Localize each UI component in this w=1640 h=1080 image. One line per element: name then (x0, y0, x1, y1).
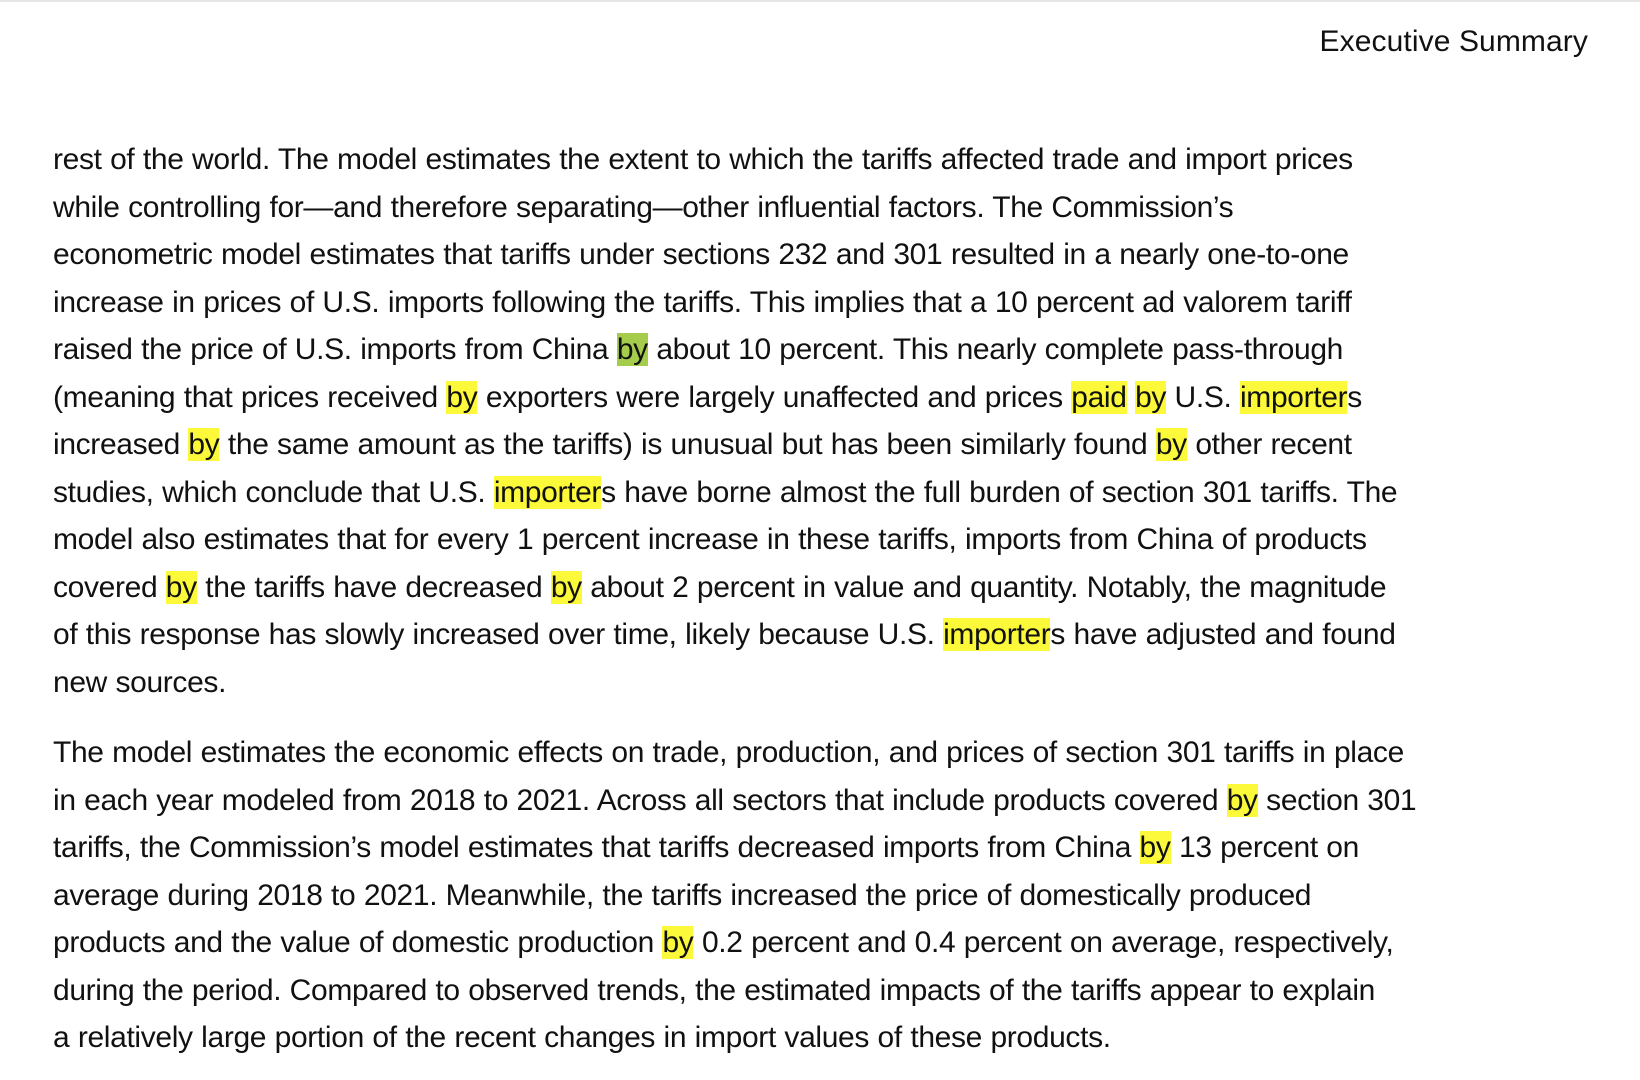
highlight-yellow: by (188, 428, 220, 461)
highlight-yellow: importer (943, 618, 1051, 651)
highlight-green: by (616, 333, 648, 366)
paragraph-2 (53, 729, 1613, 1062)
text-line (53, 469, 1613, 517)
text-run: section 301 (1257, 783, 1417, 817)
paragraph-1 (53, 136, 1613, 706)
text-run: during the period. Compared to observed trends, the estimated impacts of the tariffs appear to explain (53, 973, 1376, 1007)
text-run: average during 2018 to 2021. Meanwhile, the tariffs increased the price of domestically produced (53, 878, 1312, 912)
highlight-yellow: by (550, 570, 582, 604)
text-run: other recent (1186, 428, 1352, 461)
highlight-yellow: by (662, 926, 694, 959)
text-run: (meaning that prices received (53, 380, 447, 414)
text-line (53, 184, 1613, 232)
page-header-title: Executive Summary (1319, 25, 1588, 58)
text-run: studies, which conclude that U.S. (53, 475, 494, 509)
highlight-yellow: by (446, 380, 478, 414)
text-run: rest of the world. The model estimates the extent to which the tariffs affected trade and import prices (53, 143, 1353, 176)
highlight-yellow: by (1139, 831, 1171, 864)
text-line (53, 777, 1613, 825)
text-run: about 10 percent. This nearly complete pass-through (647, 333, 1343, 366)
text-run: a relatively large portion of the recent changes in import values of these products. (53, 1021, 1111, 1054)
text-line (53, 564, 1613, 612)
text-line (53, 231, 1613, 279)
text-run: tariffs, the Commission’s model estimates that tariffs decreased imports from China (53, 831, 1140, 864)
text-run: new sources. (53, 665, 227, 699)
text-line (53, 967, 1613, 1015)
highlight-yellow: importer (493, 475, 602, 509)
highlight-yellow: by (1226, 783, 1258, 817)
highlight-yellow: by (1155, 428, 1187, 461)
text-line (53, 1014, 1613, 1062)
text-line (53, 516, 1613, 564)
text-run: model also estimates that for every 1 percent increase in these tariffs, imports from China of products (53, 523, 1367, 556)
text-run: raised the price of U.S. imports from China (53, 333, 617, 366)
text-run: 13 percent on (1170, 831, 1359, 864)
text-run: about 2 percent in value and quantity. Notably, the magnitude (581, 570, 1387, 604)
text-line (53, 919, 1613, 967)
text-run (1127, 381, 1136, 414)
text-line (53, 421, 1613, 469)
text-run: exporters were largely unaffected and prices (477, 380, 1072, 414)
text-line (53, 279, 1613, 327)
text-run: while controlling for—and therefore separating—other influential factors. The Commission’s (53, 190, 1234, 224)
text-line (53, 824, 1613, 872)
text-run: covered (53, 570, 166, 604)
highlight-yellow: paid (1071, 380, 1127, 414)
text-run: increased (53, 428, 189, 461)
page-top-edge (0, 0, 1640, 2)
text-line (53, 872, 1613, 920)
text-line (53, 326, 1613, 374)
text-run: the same amount as the tariffs) is unusual but has been similarly found (219, 428, 1156, 461)
text-run: 0.2 percent and 0.4 percent on average, respectively, (693, 926, 1394, 959)
text-run: products and the value of domestic production (53, 926, 663, 959)
highlight-yellow: by (165, 570, 197, 604)
text-line (53, 611, 1613, 659)
text-run: The model estimates the economic effects on trade, production, and prices of section 301 tariffs in place (53, 736, 1404, 769)
text-line (53, 659, 1613, 707)
text-line (53, 374, 1613, 422)
text-run: econometric model estimates that tariffs under sections 232 and 301 resulted in a nearly one-to-one (53, 238, 1349, 271)
text-run: in each year modeled from 2018 to 2021. Across all sectors that include products covered (53, 783, 1227, 817)
highlight-yellow: by (1135, 380, 1167, 414)
text-run: s (1347, 380, 1362, 414)
text-run: s have borne almost the full burden of section 301 tariffs. The (601, 475, 1398, 509)
text-run: increase in prices of U.S. imports following the tariffs. This implies that a 10 percent ad valorem tariff (53, 285, 1352, 319)
text-run: U.S. (1166, 380, 1240, 414)
text-line (53, 729, 1613, 777)
document-body (53, 136, 1613, 1062)
highlight-yellow: importer (1239, 380, 1348, 414)
text-run: the tariffs have decreased (196, 570, 551, 604)
text-run: s have adjusted and found (1050, 618, 1396, 651)
text-line (53, 136, 1613, 184)
text-run: of this response has slowly increased over time, likely because U.S. (53, 618, 944, 651)
